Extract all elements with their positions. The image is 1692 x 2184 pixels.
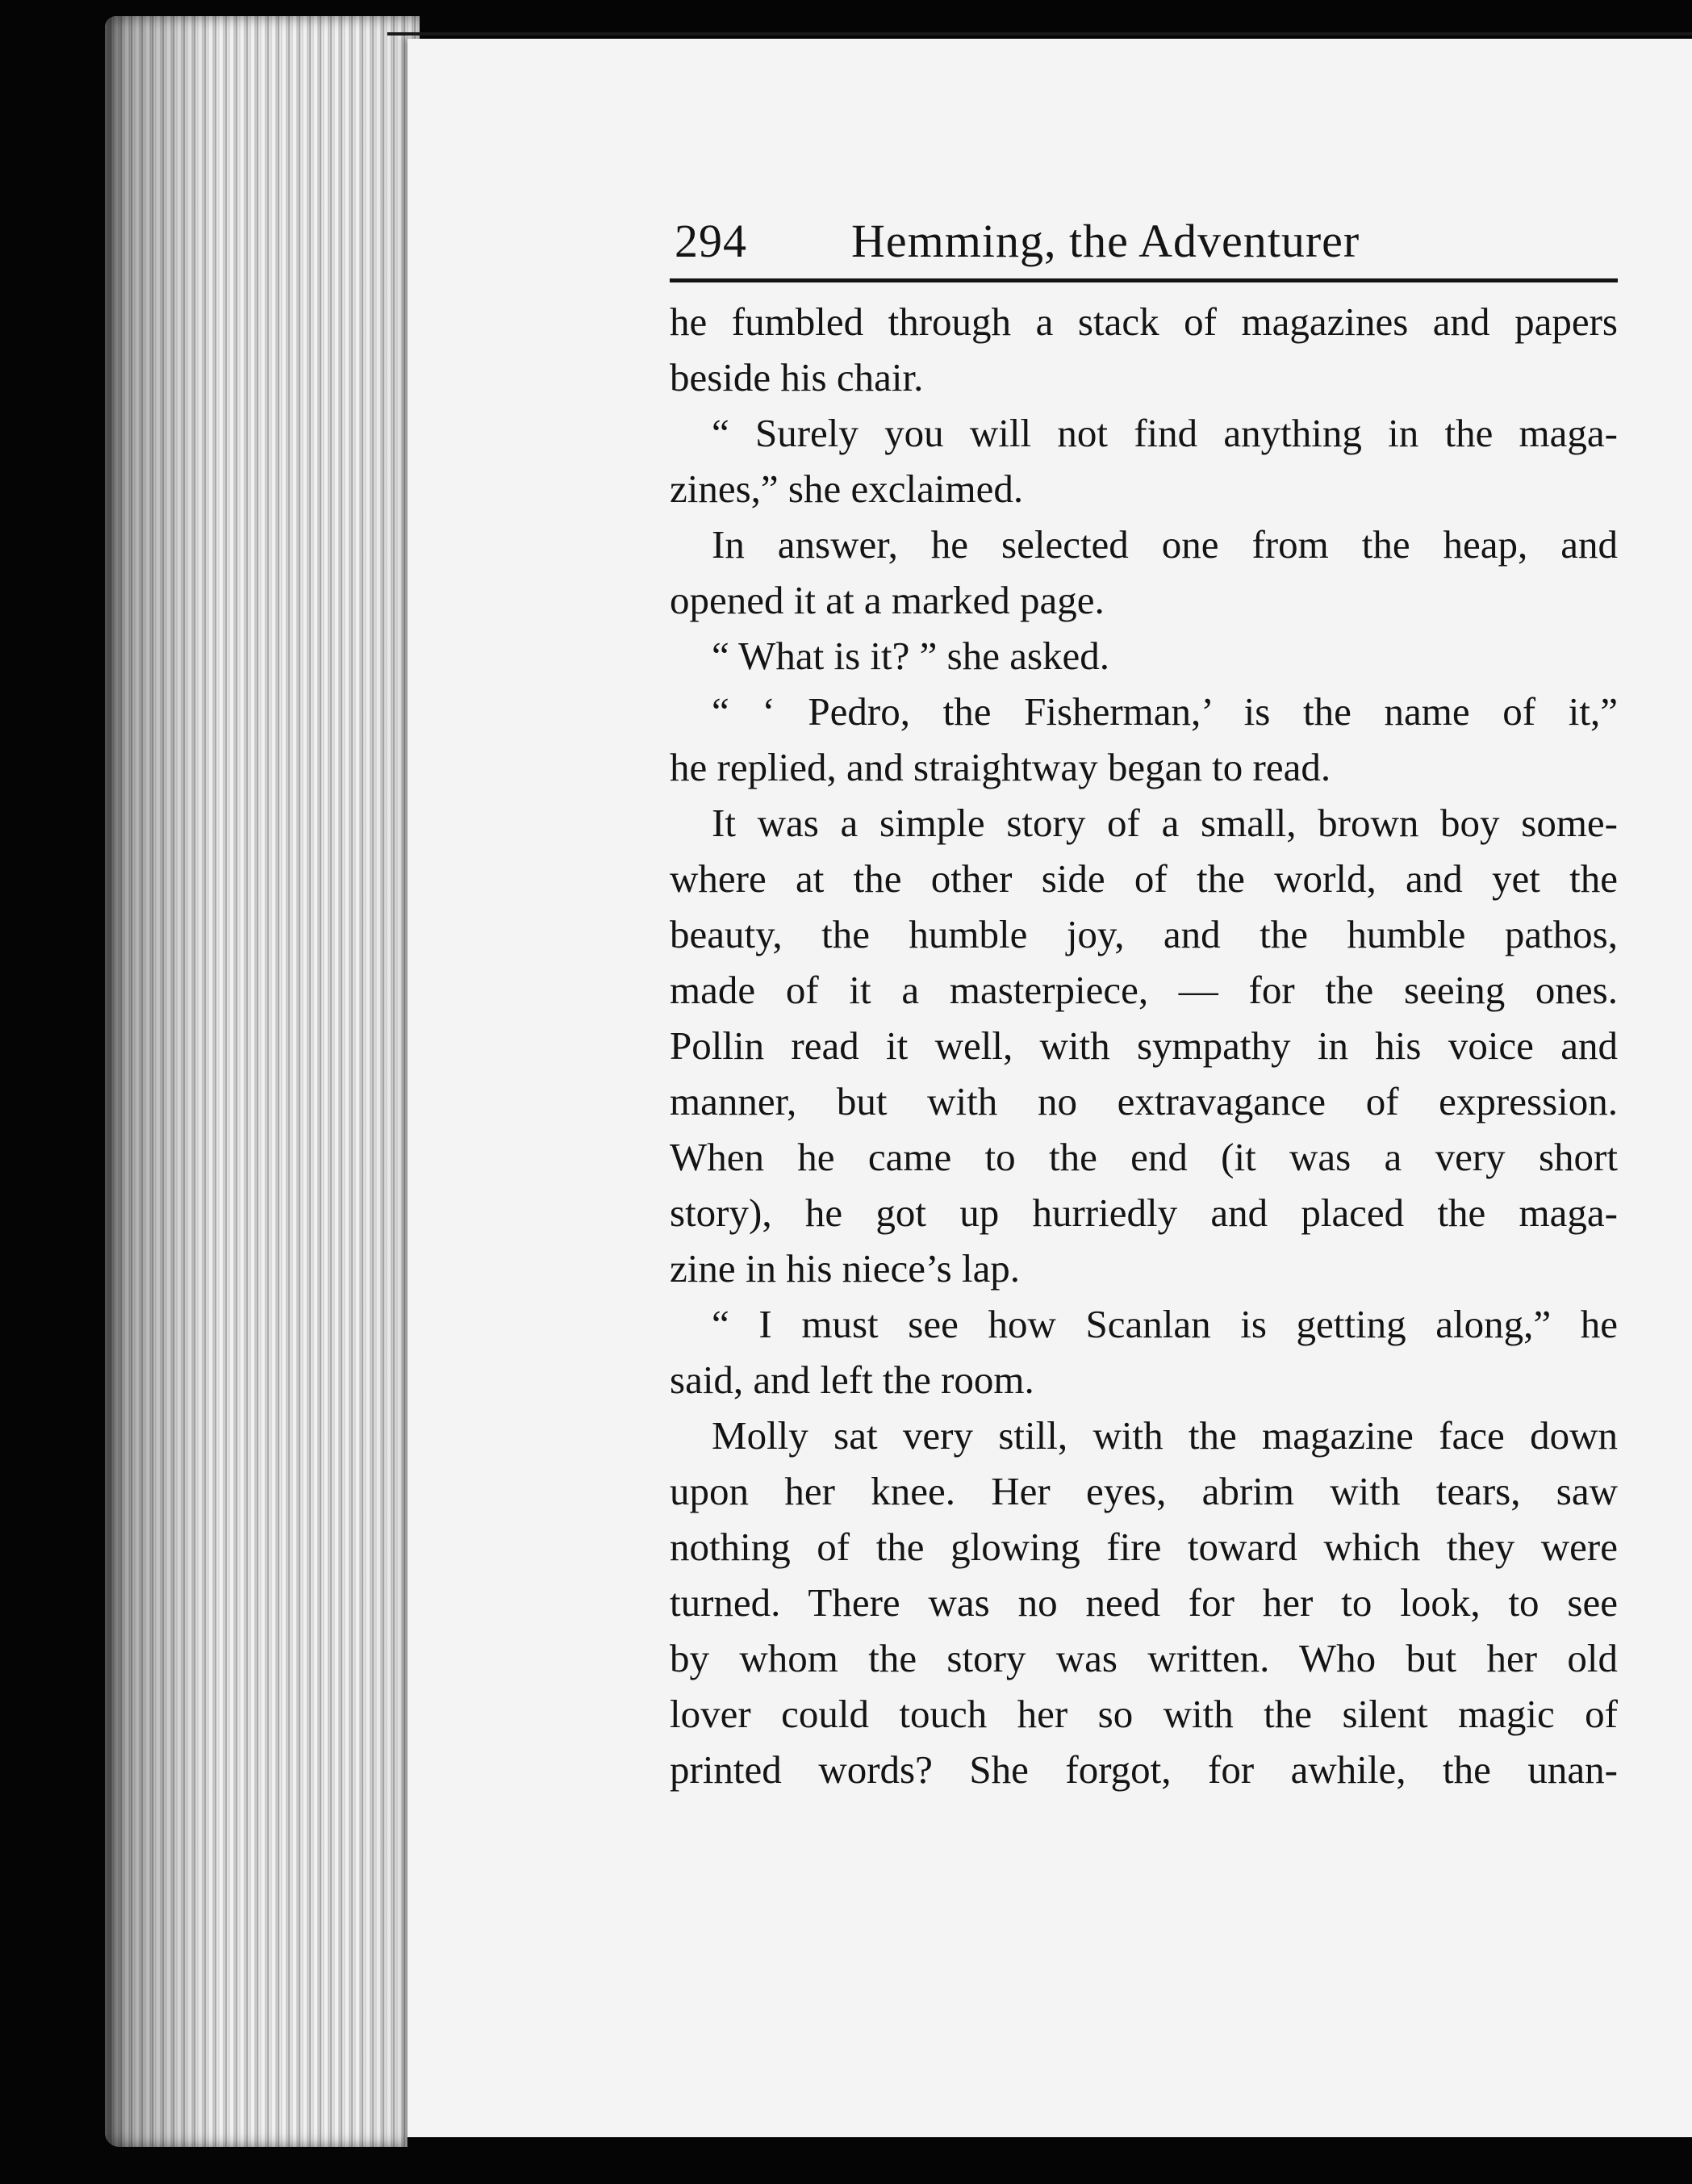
text-line: Pollin read it well, with sympathy in his voice and	[670, 1023, 1618, 1068]
text-line: made of it a masterpiece, — for the seeing ones.	[670, 968, 1618, 1012]
text-line: nothing of the glowing fire toward which they were	[670, 1525, 1618, 1569]
text-line: “ What is it? ” she asked.	[712, 634, 1110, 678]
text-line: printed words? She forgot, for awhile, the unan-	[670, 1747, 1618, 1792]
page-text-block	[670, 202, 1618, 1797]
text-line: zine in his niece’s lap.	[670, 1246, 1021, 1291]
text-line: manner, but with no extravagance of expression.	[670, 1079, 1618, 1123]
text-line: “ ‘ Pedro, the Fisherman,’ is the name of it,”	[712, 689, 1618, 734]
running-title: Hemming, the Adventurer	[851, 215, 1360, 267]
text-line: lover could touch her so with the silent magic of	[670, 1692, 1618, 1736]
text-line: “ Surely you will not find anything in the maga-	[712, 411, 1618, 455]
body-text	[670, 294, 1618, 1797]
text-line: by whom the story was written. Who but her old	[670, 1636, 1618, 1680]
text-line: he fumbled through a stack of magazines and papers	[670, 299, 1618, 344]
text-line: When he came to the end (it was a very short	[670, 1135, 1618, 1179]
page-number: 294	[675, 215, 747, 267]
text-line: he replied, and straightway began to read.	[670, 745, 1331, 789]
text-line: turned. There was no need for her to look, to see	[670, 1580, 1618, 1625]
text-line: upon her knee. Her eyes, abrim with tears, saw	[670, 1469, 1618, 1513]
text-line: where at the other side of the world, and yet the	[670, 856, 1618, 901]
text-line: story), he got up hurriedly and placed the maga-	[670, 1190, 1618, 1235]
text-line: zines,” she exclaimed.	[670, 467, 1024, 511]
page-bottom-shadow	[407, 2137, 1692, 2184]
text-line: Molly sat very still, with the magazine face down	[712, 1413, 1618, 1458]
text-line: “ I must see how Scanlan is getting along,” he	[712, 1302, 1618, 1346]
text-line: It was a simple story of a small, brown boy some-	[712, 801, 1618, 845]
book-page-edges	[105, 16, 420, 2147]
running-head	[670, 202, 1618, 282]
text-line: beside his chair.	[670, 355, 924, 400]
text-line: In answer, he selected one from the heap, and	[712, 522, 1618, 567]
page-top-edge	[387, 32, 1692, 36]
text-line: opened it at a marked page.	[670, 578, 1105, 622]
text-line: beauty, the humble joy, and the humble pathos,	[670, 912, 1618, 956]
text-line: said, and left the room.	[670, 1358, 1034, 1402]
